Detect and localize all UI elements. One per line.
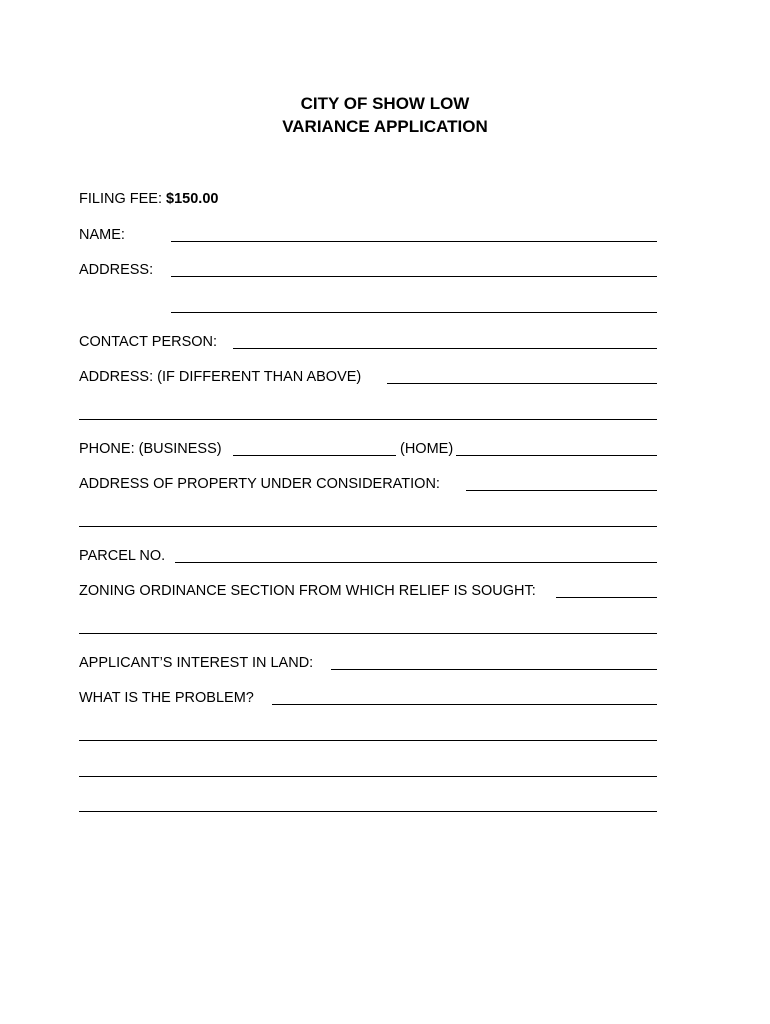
- zoning-section-label: ZONING ORDINANCE SECTION FROM WHICH RELIEF IS SOUGHT:: [79, 583, 536, 599]
- address-label: ADDRESS:: [79, 262, 154, 278]
- phone-business-underline: [233, 455, 396, 456]
- contact-address-label: ADDRESS: (IF DIFFERENT THAN ABOVE): [79, 369, 362, 385]
- phone-business-field[interactable]: [233, 438, 396, 456]
- problem-underline-3: [79, 776, 657, 777]
- property-address-label: ADDRESS OF PROPERTY UNDER CONSIDERATION:: [79, 476, 440, 492]
- filing-fee-row: [79, 191, 218, 207]
- filing-fee-value: $150.00: [166, 191, 219, 207]
- address-field-line1[interactable]: [171, 259, 657, 277]
- problem-field-line1[interactable]: [272, 687, 657, 705]
- problem-underline-4: [79, 811, 657, 812]
- address-underline-2: [171, 312, 657, 313]
- contact-person-field[interactable]: [233, 331, 657, 349]
- form-title-application: VARIANCE APPLICATION: [282, 117, 488, 136]
- parcel-number-underline: [175, 562, 657, 563]
- property-address-underline-2: [79, 526, 657, 527]
- property-address-underline-1: [466, 490, 657, 491]
- applicant-interest-field[interactable]: [331, 652, 657, 670]
- zoning-section-underline-2: [79, 633, 657, 634]
- contact-address-field-line2[interactable]: [79, 402, 657, 420]
- name-label: NAME:: [79, 227, 125, 243]
- contact-address-underline-1: [387, 383, 657, 384]
- zoning-section-underline-1: [556, 597, 657, 598]
- parcel-number-label: PARCEL NO.: [79, 548, 166, 564]
- problem-underline-1: [272, 704, 657, 705]
- phone-home-field[interactable]: [456, 438, 657, 456]
- contact-address-field-line1[interactable]: [387, 366, 657, 384]
- contact-person-underline: [233, 348, 657, 349]
- contact-person-label: CONTACT PERSON:: [79, 334, 218, 350]
- applicant-interest-underline: [331, 669, 657, 670]
- problem-field-line2[interactable]: [79, 723, 657, 741]
- address-field-line2[interactable]: [171, 295, 657, 313]
- name-field[interactable]: [171, 224, 657, 242]
- name-underline: [171, 241, 657, 242]
- parcel-number-field[interactable]: [175, 545, 657, 563]
- problem-field-line4[interactable]: [79, 794, 657, 812]
- contact-address-underline-2: [79, 419, 657, 420]
- phone-business-label: PHONE: (BUSINESS): [79, 441, 222, 457]
- filing-fee-label: FILING FEE:: [79, 191, 162, 207]
- property-address-field-line2[interactable]: [79, 509, 657, 527]
- form-title-city: CITY OF SHOW LOW: [300, 94, 470, 113]
- address-underline-1: [171, 276, 657, 277]
- zoning-section-field-line2[interactable]: [79, 616, 657, 634]
- zoning-section-field-line1[interactable]: [556, 580, 657, 598]
- phone-home-label: (HOME): [400, 441, 454, 457]
- property-address-field-line1[interactable]: [466, 473, 657, 491]
- phone-home-underline: [456, 455, 657, 456]
- problem-field-line3[interactable]: [79, 759, 657, 777]
- applicant-interest-label: APPLICANT’S INTEREST IN LAND:: [79, 655, 314, 671]
- problem-label: WHAT IS THE PROBLEM?: [79, 690, 254, 706]
- problem-underline-2: [79, 740, 657, 741]
